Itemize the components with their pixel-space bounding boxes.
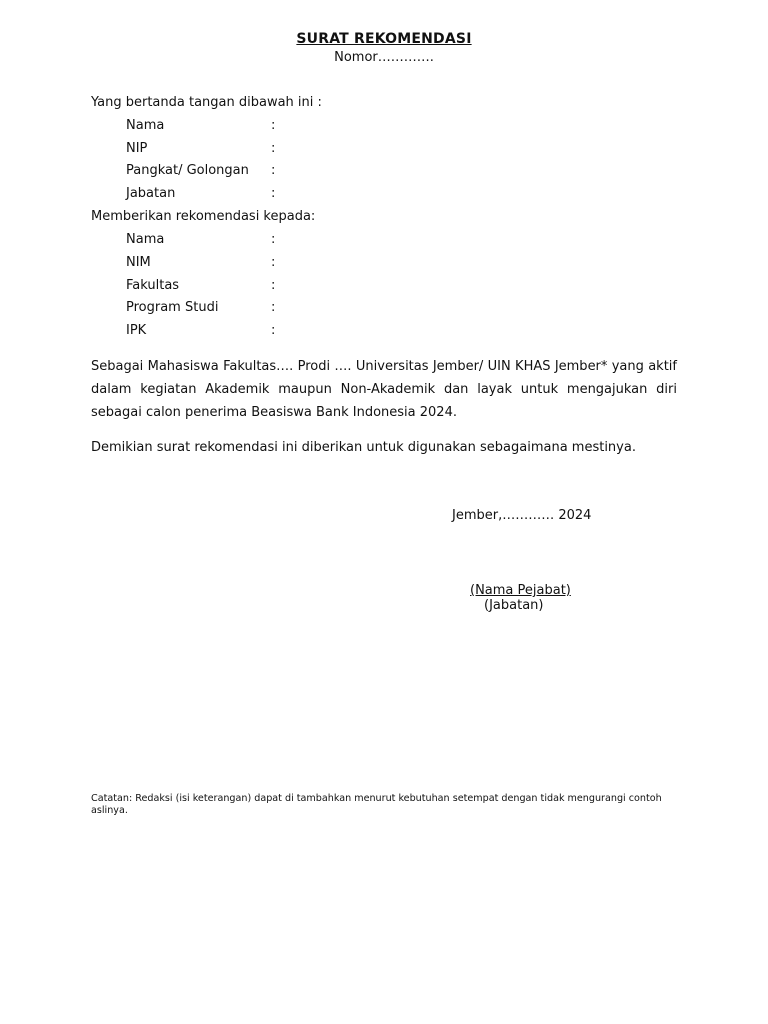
recipient-field-label: NIM xyxy=(126,255,151,270)
signer-field-colon: : xyxy=(271,118,276,133)
signer-field-colon: : xyxy=(271,163,276,178)
official-position: (Jabatan) xyxy=(484,598,544,613)
document-number: Nomor…………. xyxy=(334,50,434,65)
signer-intro: Yang bertanda tangan dibawah ini : xyxy=(91,95,322,110)
body-paragraph-line: Sebagai Mahasiswa Fakultas…. Prodi …. Universitas Jember/ UIN KHAS Jember* yang aktif xyxy=(91,359,677,374)
recipient-field-label: Fakultas xyxy=(126,278,180,293)
document-title: SURAT REKOMENDASI xyxy=(296,31,472,47)
recipient-field-label: Nama xyxy=(126,232,165,247)
recipient-intro: Memberikan rekomendasi kepada: xyxy=(91,209,316,224)
signer-field-label: Nama xyxy=(126,118,165,133)
signer-field-label: Jabatan xyxy=(126,186,176,201)
official-name: (Nama Pejabat) xyxy=(470,583,571,598)
body-paragraph-line: dalam kegiatan Akademik maupun Non-Akademik dan layak untuk mengajukan diri xyxy=(91,382,677,397)
signer-field-colon: : xyxy=(271,186,276,201)
body-paragraph xyxy=(91,355,677,424)
recipient-field-colon: : xyxy=(271,323,276,338)
footer-note: Catatan: Redaksi (isi keterangan) dapat di tambahkan menurut kebutuhan setempat dengan tidak mengurangi contoh aslinya. xyxy=(91,793,662,816)
body-paragraph-line: sebagai calon penerima Beasiswa Bank Indonesia 2024. xyxy=(91,405,457,420)
place-date: Jember,………… 2024 xyxy=(452,508,592,523)
signer-field-label: Pangkat/ Golongan xyxy=(126,163,249,178)
recipient-field-colon: : xyxy=(271,232,276,247)
recipient-field-colon: : xyxy=(271,278,276,293)
signer-field-colon: : xyxy=(271,141,276,156)
recipient-field-label: IPK xyxy=(126,323,147,338)
signer-field-label: NIP xyxy=(126,141,148,156)
closing-paragraph: Demikian surat rekomendasi ini diberikan untuk digunakan sebagaimana mestinya. xyxy=(91,440,636,455)
recipient-field-colon: : xyxy=(271,255,276,270)
recipient-field-label: Program Studi xyxy=(126,300,219,315)
recipient-field-colon: : xyxy=(271,300,276,315)
